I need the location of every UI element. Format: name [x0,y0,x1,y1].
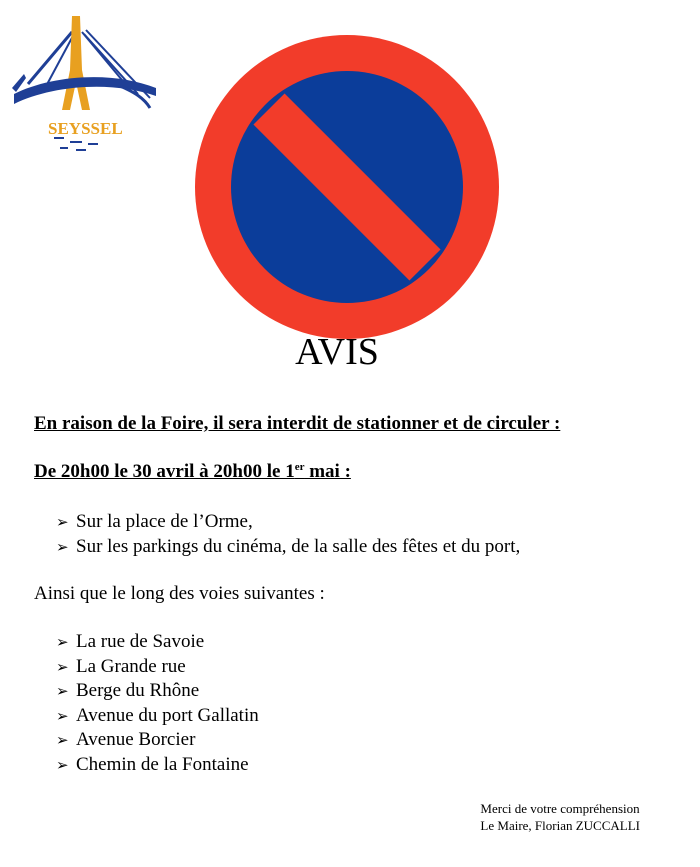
arrowhead-right-icon: ➢ [56,706,69,725]
list-item [56,679,259,704]
list-item-label: Sur la place de l’Orme, [76,511,253,532]
period-prefix: De 20h00 le 30 avril à 20h00 le 1 [34,461,295,482]
signature-author: Le Maire, Florian ZUCCALLI [480,818,640,833]
period-text [34,460,351,484]
list-item [56,535,520,560]
list-item-label: La rue de Savoie [76,631,205,652]
seyssel-bridge-logo-icon [10,12,162,160]
arrowhead-right-icon: ➢ [56,657,69,676]
period-suffix: mai : [304,461,351,482]
list-item [56,704,259,729]
no-parking-sign [195,35,499,339]
arrowhead-right-icon: ➢ [56,682,69,700]
signature-block [480,800,640,834]
arrowhead-right-icon: ➢ [56,755,69,774]
list-item [56,753,259,778]
intro-text: En raison de la Foire, il sera interdit de stationner et de circuler : [34,413,561,434]
list-item [56,655,259,680]
no-parking-sign-icon [195,35,499,339]
period-sup: er [294,461,305,473]
list-item-label: Berge du Rhône [76,680,200,701]
list-item-label: Sur les parkings du cinéma, de la salle des fêtes et du port, [76,535,521,557]
list-item [56,510,520,535]
places-list [56,510,520,559]
arrowhead-right-icon: ➢ [56,731,69,749]
list-item-label: Avenue du port Gallatin [76,704,259,726]
page-title: AVIS [295,331,379,373]
list-item [56,728,259,753]
list-item-label: La Grande rue [76,655,186,677]
roads-list [56,630,259,777]
arrowhead-right-icon: ➢ [56,513,69,531]
arrowhead-right-icon: ➢ [56,633,69,651]
list-item-label: Chemin de la Fontaine [76,753,249,775]
town-logo [10,12,162,160]
town-name-text: SEYSSEL [48,119,123,138]
signature-thanks: Merci de votre compréhension [480,801,640,816]
list-item [56,630,259,655]
list-item-label: Avenue Borcier [76,729,196,750]
roads-intro-text: Ainsi que le long des voies suivantes : [34,583,325,604]
arrowhead-right-icon: ➢ [56,537,69,556]
